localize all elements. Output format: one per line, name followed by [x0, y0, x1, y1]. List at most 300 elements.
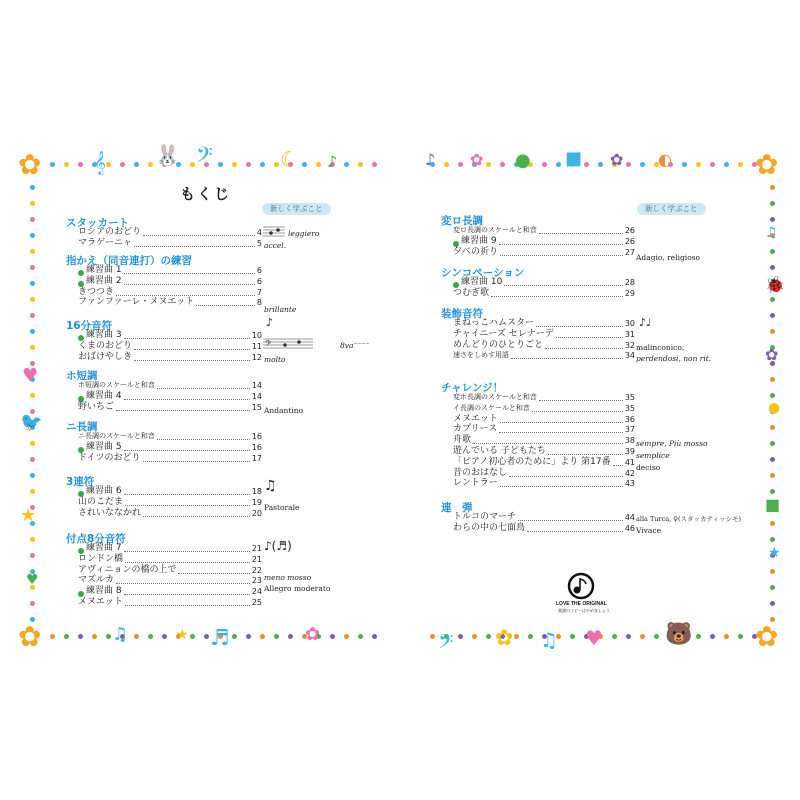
- term-accel: accel.: [264, 241, 287, 250]
- toc-entry-page: 19: [251, 497, 262, 507]
- bird-icon: 🐦: [20, 412, 43, 433]
- toc-entry-title: アヴィニョンの橋の上で: [78, 564, 177, 575]
- border-dot: [148, 162, 153, 167]
- border-dot: [710, 162, 715, 167]
- term-brillante: brillante: [264, 305, 297, 314]
- toc-entry-title: レントラー: [453, 478, 498, 489]
- toc-entry-title: 変ロ長調のスケールと和音: [453, 226, 537, 234]
- toc-entry-title: めんどりのひとりごと: [453, 339, 544, 350]
- toc-entry-page: 46: [624, 523, 635, 533]
- toc-entry-title: ホ短調のスケールと和音: [78, 381, 155, 389]
- toc-entry-page: 21: [251, 544, 262, 553]
- dot-leader: [143, 235, 255, 236]
- toc-entry-title: 練習曲 10: [461, 277, 503, 287]
- toc-entry-title: メヌエット: [78, 597, 123, 607]
- dot-leader: [124, 494, 250, 495]
- border-dot: [358, 634, 363, 639]
- term-malinconico: malinconico,: [636, 343, 685, 352]
- dot-leader: [499, 432, 623, 433]
- toc-entry-page: 39: [624, 447, 635, 456]
- ball-icon: ◐: [658, 150, 672, 169]
- toc-entry: [453, 403, 635, 414]
- toc-entry-title: マズルカ: [78, 575, 115, 586]
- border-dot: [106, 162, 111, 167]
- toc-entry-page: 10: [251, 331, 262, 340]
- term-andantino: Andantino: [264, 406, 304, 415]
- dot-leader: [548, 454, 623, 455]
- border-dot: [682, 162, 687, 167]
- toc-entry-title: 「ピアノ初心者のために」より 第17番: [453, 456, 611, 467]
- toc-entry: [78, 597, 262, 608]
- border-dot: [30, 297, 35, 302]
- border-dot: [92, 634, 97, 639]
- border-dot: [30, 553, 35, 558]
- term-molto: molto: [264, 355, 286, 364]
- toc-entry-title: チャイニーズ セレナーデ: [453, 328, 554, 339]
- ball-icon: ●: [515, 150, 531, 171]
- toc-entry: [453, 247, 635, 258]
- tulip-icon: ✿: [495, 626, 514, 651]
- love-the-original-logo-icon: [566, 572, 596, 600]
- toc-entry-page: 14: [251, 381, 262, 390]
- moon-icon: ☾: [280, 148, 300, 173]
- toc-entry: [78, 575, 262, 586]
- border-dot: [770, 329, 775, 334]
- dot-leader: [124, 273, 255, 274]
- border-dot: [770, 537, 775, 542]
- toc-entry-title: 練習曲 4: [86, 390, 122, 401]
- border-dot: [500, 162, 505, 167]
- toc-entry-title: 昔のおはなし: [453, 467, 508, 478]
- new-topics-badge-right: 新しく学ぶこと: [637, 203, 706, 215]
- toc-entry: [78, 497, 262, 508]
- dot-leader: [491, 296, 623, 297]
- dot-leader: [143, 461, 250, 462]
- border-dot: [770, 521, 775, 526]
- toc-entry-title: きつつき: [78, 286, 115, 297]
- toc-entry-page: 43: [624, 479, 635, 489]
- toc-entry-page: 28: [624, 278, 635, 287]
- border-dot: [570, 634, 575, 639]
- border-dot: [696, 162, 701, 167]
- dot-leader: [509, 476, 623, 477]
- border-dot: [190, 162, 195, 167]
- term-adagio: Adagio, religioso: [636, 253, 701, 262]
- dot-leader: [539, 233, 623, 234]
- dot-leader: [124, 450, 250, 451]
- border-dot: [274, 162, 279, 167]
- border-dot: [770, 313, 775, 318]
- toc-entry: [453, 523, 635, 534]
- toc-entry-title: カプリース: [453, 424, 498, 435]
- flower-icon: ✿: [610, 150, 624, 169]
- border-dot: [30, 265, 35, 270]
- toc-entry-page: 27: [624, 247, 635, 257]
- new-topics-badge-left: 新しく学ぶこと: [262, 203, 331, 215]
- toc-entry-page: 21: [251, 554, 262, 564]
- music-note-icon: ♬: [210, 626, 230, 651]
- border-dot: [738, 162, 743, 167]
- toc-entry: [78, 554, 262, 565]
- dot-leader: [134, 246, 255, 247]
- border-dot: [106, 634, 111, 639]
- section-heading: 3連符: [66, 476, 95, 488]
- border-dot: [770, 425, 775, 430]
- border-dot: [486, 162, 491, 167]
- border-dot: [770, 201, 775, 206]
- dot-leader: [124, 399, 250, 400]
- block-icon: ■: [765, 495, 781, 514]
- toc-entry-page: 8: [256, 298, 262, 308]
- dot-leader: [518, 520, 623, 521]
- border-dot: [556, 162, 561, 167]
- toc-entry-title: 練習曲 9: [461, 235, 497, 246]
- border-dot: [770, 441, 775, 446]
- toc-entry: [78, 297, 262, 308]
- flower-icon: ✿: [755, 620, 779, 653]
- toc-entry: [78, 380, 262, 391]
- border-dot: [260, 162, 265, 167]
- border-dot: [640, 162, 645, 167]
- dot-leader: [536, 326, 623, 327]
- border-dot: [162, 634, 167, 639]
- eighth-note-icon: ♪: [266, 316, 274, 329]
- dot-leader: [124, 594, 250, 595]
- border-dot: [472, 634, 477, 639]
- border-dot: [30, 185, 35, 190]
- toc-entry-page: 16: [251, 432, 262, 441]
- border-dot: [654, 634, 659, 639]
- toc-entry-title: つむぎ歌: [453, 287, 490, 298]
- treble-clef-icon: 𝄞: [94, 150, 106, 174]
- toc-entry-page: 41: [624, 457, 635, 467]
- toc-entry-title: わらの中の七面鳥: [453, 522, 526, 533]
- dot-leader: [157, 439, 250, 440]
- toc-entry-title: 練習曲 5: [86, 441, 122, 452]
- border-dot: [134, 162, 139, 167]
- section-heading: 装飾音符: [441, 308, 483, 320]
- dot-leader: [143, 516, 250, 517]
- border-dot: [232, 162, 237, 167]
- term-perdendosi: perdendosi, non rit.: [636, 354, 712, 363]
- term-meno-mosso: meno mosso: [264, 573, 312, 582]
- toc-entry-exercise: [78, 391, 262, 402]
- border-dot: [64, 162, 69, 167]
- border-dot: [64, 634, 69, 639]
- border-dot: [514, 634, 519, 639]
- border-dot: [50, 634, 55, 639]
- music-note-icon: ♪: [327, 152, 338, 171]
- toc-entry-page: 42: [624, 468, 635, 478]
- border-dot: [30, 281, 35, 286]
- border-dot: [30, 441, 35, 446]
- border-dot: [30, 473, 35, 478]
- toc-entry-page: 20: [251, 508, 262, 518]
- border-dot: [584, 162, 589, 167]
- border-dot: [50, 162, 55, 167]
- border-dot: [770, 249, 775, 254]
- dot-leader: [134, 360, 250, 361]
- toc-entry-title: 山のこだま: [78, 496, 124, 507]
- border-dot: [710, 634, 715, 639]
- toc-entry: [453, 392, 635, 403]
- dot-leader: [124, 551, 250, 552]
- bear-icon: 🐻: [665, 622, 693, 647]
- toc-entry-page: 22: [251, 565, 262, 575]
- dotted-eighth-icon: ♪(♬): [264, 539, 292, 553]
- border-dot: [372, 634, 377, 639]
- toc-entry: [78, 227, 262, 238]
- border-dot: [458, 634, 463, 639]
- toc-entry-title: ファンファーレ・メヌエット: [78, 297, 195, 308]
- toc-entry-title: 速さをしめす用語: [453, 351, 509, 360]
- toc-entry-page: 35: [624, 393, 635, 402]
- toc-entry: [453, 478, 635, 489]
- toc-entry: [453, 329, 635, 340]
- ball-icon: ●: [768, 400, 781, 416]
- section-heading: ニ長調: [66, 421, 98, 433]
- toc-entry-page: 23: [251, 576, 262, 586]
- border-dot: [246, 162, 251, 167]
- border-dot: [30, 345, 35, 350]
- border-dot: [626, 162, 631, 167]
- section-heading: シンコペーション: [441, 267, 525, 279]
- section-heading: スタッカート: [66, 217, 129, 229]
- toc-entry-page: 44: [624, 513, 635, 522]
- toc-entry-title: イ長調のスケールと和音: [453, 403, 530, 412]
- border-dot: [316, 162, 321, 167]
- star-icon: ★: [176, 627, 189, 643]
- toc-entry-title: 変ホ長調のスケールと和音: [453, 393, 537, 401]
- flower-icon: ✿: [470, 150, 484, 169]
- dot-leader: [116, 410, 250, 411]
- section-heading: 16分音符: [66, 320, 113, 332]
- toc-entry: [78, 431, 262, 442]
- flower-icon: ✿: [765, 345, 779, 364]
- section-heading: 指かえ（同音連打）の練習: [66, 255, 192, 267]
- border-dot: [246, 634, 251, 639]
- border-dot: [770, 585, 775, 590]
- border-dot: [30, 537, 35, 542]
- toc-entry: [78, 352, 262, 363]
- toc-entry-exercise: [78, 265, 262, 276]
- border-dot: [542, 162, 547, 167]
- toc-entry: [453, 350, 635, 361]
- border-dot: [486, 634, 491, 639]
- border-dot: [78, 162, 83, 167]
- toc-entry-page: 34: [624, 351, 635, 361]
- term-pastorale: Pastorale: [264, 503, 300, 512]
- section-heading: 変ロ長調: [441, 215, 483, 227]
- toc-entry-title: 舟歌: [453, 435, 472, 446]
- toc-entry-page: 7: [256, 287, 262, 297]
- term-semplice: semplice: [636, 451, 670, 460]
- dot-leader: [124, 284, 255, 285]
- border-dot: [696, 634, 701, 639]
- border-dot: [770, 473, 775, 478]
- toc-entry-page: 6: [256, 266, 262, 275]
- flower-icon: ✿: [18, 148, 42, 181]
- border-dot: [458, 162, 463, 167]
- term-sempre: sempre, Più mosso: [636, 439, 708, 448]
- border-dot: [770, 265, 775, 270]
- toc-entry: [78, 402, 262, 413]
- star-icon: ★: [20, 505, 37, 526]
- term-gva: 8va⁻⁻⁻⁻: [340, 341, 370, 350]
- border-dot: [134, 634, 139, 639]
- border-dot: [738, 634, 743, 639]
- toc-entry-page: 38: [624, 436, 635, 446]
- toc-entry-title: ドイツのおどり: [78, 452, 141, 463]
- bass-clef-icon: 𝄢: [196, 143, 213, 173]
- toc-entry-exercise: [78, 330, 262, 341]
- border-dot: [626, 634, 631, 639]
- dot-leader: [500, 422, 623, 423]
- toc-entry: [453, 446, 635, 457]
- music-note-icon: ♫: [765, 225, 778, 241]
- border-dot: [444, 162, 449, 167]
- page-title: もくじ: [180, 185, 232, 203]
- toc-entry-title: くまのおどり: [78, 340, 133, 351]
- dot-leader: [196, 305, 255, 306]
- border-dot: [770, 489, 775, 494]
- toc-entry-page: 12: [251, 352, 262, 362]
- toc-entry-title: 練習曲 8: [86, 586, 122, 597]
- toc-entry: [453, 424, 635, 435]
- border-dot: [330, 634, 335, 639]
- toc-entry-title: ニ長調のスケールと和音: [78, 432, 155, 440]
- toc-entry-title: 練習曲 6: [86, 486, 122, 496]
- toc-entry-exercise: [78, 276, 262, 287]
- toc-entry-title: 練習曲 3: [86, 330, 122, 340]
- flower-icon: ✿: [305, 624, 321, 645]
- dot-leader: [157, 388, 250, 389]
- dot-leader: [125, 505, 250, 506]
- toc-entry: [453, 340, 635, 351]
- dot-leader: [504, 285, 622, 286]
- border-dot: [30, 329, 35, 334]
- border-dot: [612, 634, 617, 639]
- border-dot: [120, 162, 125, 167]
- border-dot: [724, 634, 729, 639]
- music-note-icon: ♫: [112, 624, 129, 645]
- ladybug-icon: 🐞: [765, 275, 785, 294]
- border-dot: [770, 185, 775, 190]
- border-dot: [770, 393, 775, 398]
- toc-entry-exercise: [78, 486, 262, 497]
- toc-entry-page: 6: [256, 276, 262, 286]
- toc-entry: [453, 457, 635, 468]
- border-dot: [148, 634, 153, 639]
- toc-entry-page: 5: [256, 238, 262, 248]
- toc-entry-title: 夕べの祈り: [453, 246, 499, 257]
- section-heading: 連 弾: [441, 502, 473, 514]
- toc-entry-title: 練習曲 2: [86, 275, 122, 286]
- border-dot: [204, 634, 209, 639]
- toc-entry-title: メヌエット: [453, 413, 498, 424]
- border-dot: [528, 634, 533, 639]
- border-dot: [30, 313, 35, 318]
- section-heading: 付点8分音符: [66, 533, 126, 545]
- dot-leader: [500, 486, 623, 487]
- heart-icon: ♥: [585, 626, 603, 650]
- border-dot: [372, 162, 377, 167]
- toc-entry: [453, 288, 635, 299]
- border-dot: [30, 601, 35, 606]
- border-dot: [232, 634, 237, 639]
- border-dot: [274, 634, 279, 639]
- border-dot: [770, 377, 775, 382]
- dot-leader: [545, 348, 623, 349]
- border-dot: [30, 233, 35, 238]
- border-dot: [190, 634, 195, 639]
- border-dot: [430, 634, 435, 639]
- border-dot: [30, 457, 35, 462]
- term-allegro-moderato: Allegro moderato: [264, 584, 331, 593]
- border-dot: [770, 601, 775, 606]
- toc-entry-title: ロシアのおどり: [78, 227, 142, 237]
- flower-icon: ✿: [755, 148, 779, 181]
- toc-entry: [78, 565, 262, 576]
- toc-entry: [78, 238, 262, 249]
- toc-entry-page: 31: [624, 329, 635, 339]
- border-dot: [640, 634, 645, 639]
- border-dot: [770, 457, 775, 462]
- border-dot: [30, 489, 35, 494]
- dot-leader: [134, 349, 250, 350]
- heart-icon: ♥: [22, 365, 39, 386]
- border-dot: [30, 393, 35, 398]
- dot-leader: [613, 465, 623, 466]
- dot-leader: [124, 338, 250, 339]
- toc-entry: [453, 468, 635, 479]
- border-dot: [724, 162, 729, 167]
- term-vivace: Vivace: [636, 526, 662, 535]
- toc-entry: [78, 287, 262, 298]
- toc-entry-title: 練習曲 7: [86, 543, 122, 553]
- svg-text:𝄢: 𝄢: [265, 340, 272, 351]
- toc-entry-page: 36: [624, 414, 635, 424]
- toc-entry: [78, 341, 262, 352]
- toc-entry-page: 18: [251, 487, 262, 496]
- border-dot: [344, 162, 349, 167]
- toc-entry: [78, 453, 262, 464]
- toc-entry-title: トルコのマーチ: [453, 512, 517, 522]
- staff-icon: [263, 225, 285, 239]
- border-dot: [770, 217, 775, 222]
- border-dot: [78, 634, 83, 639]
- toc-entry: [453, 318, 635, 329]
- toc-entry-exercise: [78, 442, 262, 453]
- toc-entry-page: 35: [624, 403, 635, 413]
- toc-entry-page: 11: [251, 341, 262, 351]
- toc-entry-page: 29: [624, 288, 635, 298]
- toc-entry-title: おばけやしき: [78, 351, 133, 362]
- toc-entry-page: 30: [624, 319, 635, 328]
- toc-entry-page: 17: [251, 453, 262, 463]
- music-note-icon: ♫: [540, 628, 558, 652]
- term-leggiero: leggiero: [288, 229, 320, 238]
- toc-entry-page: 26: [624, 226, 635, 235]
- border-dot: [770, 297, 775, 302]
- toc-entry-title: まねっこハムスター: [453, 318, 535, 328]
- term-alla-turca: alla Turca, ♀(スタッカティッシモ): [636, 515, 742, 523]
- toc-entry: [453, 225, 635, 236]
- border-dot: [30, 217, 35, 222]
- border-dot: [344, 634, 349, 639]
- block-icon: ■: [565, 148, 583, 169]
- border-dot: [358, 162, 363, 167]
